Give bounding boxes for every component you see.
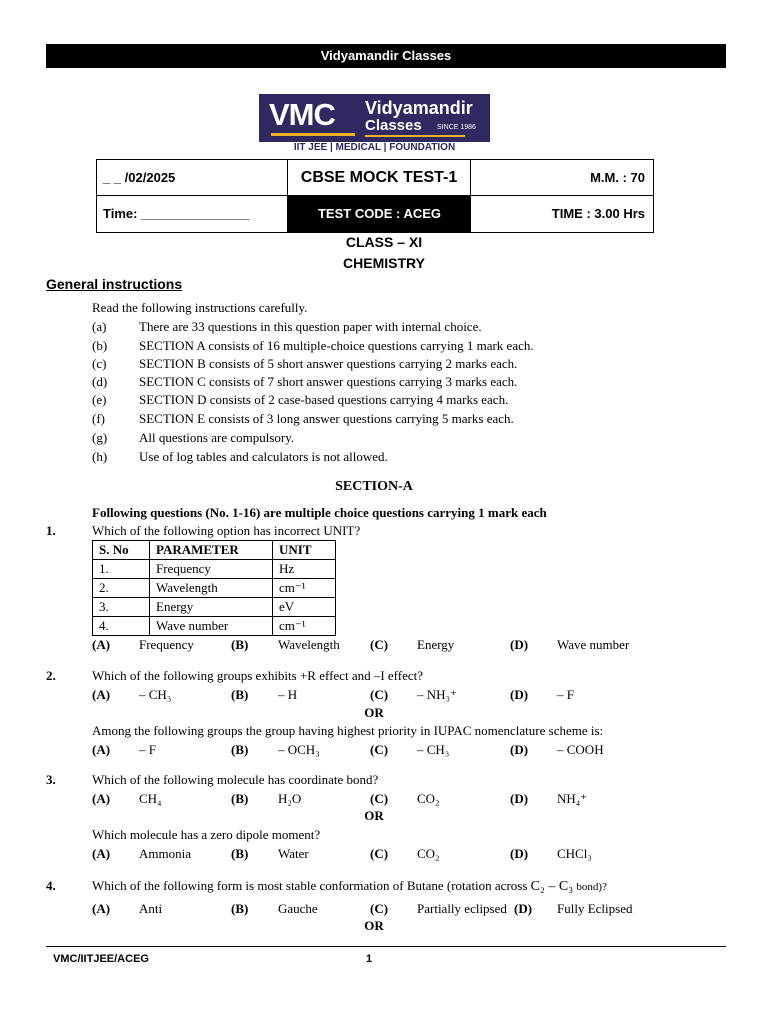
section-title: SECTION-A: [335, 479, 413, 494]
question-number: 2.: [46, 668, 56, 683]
option-text: Wavelength: [278, 637, 340, 652]
test-name: CBSE MOCK TEST-1: [288, 160, 471, 196]
option-text: Frequency: [139, 637, 194, 652]
formula: C₂ – C₃: [530, 879, 574, 894]
option-label: (B): [231, 791, 249, 806]
option-text: Fully Eclipsed: [557, 901, 633, 916]
option-text: Energy: [417, 637, 455, 652]
option-label: (A): [92, 901, 111, 916]
vmc-logo: [259, 94, 490, 142]
option-text: – CH₃: [417, 742, 450, 757]
footer-code: VMC/IITJEE/ACEG: [53, 953, 149, 965]
option-text: – NH₃⁺: [417, 687, 457, 702]
option-label: (C): [370, 742, 389, 757]
option-label: (B): [231, 742, 249, 757]
table-row: 2. Wavelength cm⁻¹: [93, 579, 336, 598]
table-row: 4. Wave number cm⁻¹: [93, 617, 336, 636]
option-label: (B): [231, 846, 249, 861]
max-marks: M.M. : 70: [471, 160, 653, 196]
option-label: (A): [92, 742, 111, 757]
option-label: (C): [370, 901, 389, 916]
question-number: 4.: [46, 878, 56, 893]
footer-divider: [46, 946, 726, 947]
option-text: – F: [557, 687, 574, 702]
general-instructions-heading: General instructions: [46, 276, 183, 292]
option-label: (C): [370, 637, 389, 652]
option-label: (B): [231, 901, 249, 916]
question-text: Which of the following form is most stable conformation of Butane (rotation across C₂ – C₃ bond)?: [92, 878, 607, 894]
question-number: 1.: [46, 523, 56, 538]
table-row: 3. Energy eV: [93, 598, 336, 617]
option-text: Wave number: [557, 637, 630, 652]
section-note: Following questions (No. 1-16) are multiple choice questions carrying 1 mark each: [92, 505, 547, 520]
page-number: 1: [366, 953, 373, 965]
option-label: (C): [370, 846, 389, 861]
or-separator: OR: [364, 705, 384, 720]
question-text: Which of the following groups exhibits +R effect and –I effect?: [92, 668, 424, 683]
table-row: 1. Frequency Hz: [93, 560, 336, 579]
option-text: NH₄⁺: [557, 791, 588, 806]
option-label: (D): [510, 687, 529, 702]
time-field: Time: _______________: [97, 196, 288, 232]
or-separator: OR: [364, 918, 384, 933]
option-text: CHCl₃: [557, 846, 592, 861]
option-label: (D): [514, 901, 533, 916]
option-text: – OCH₃: [278, 742, 320, 757]
option-label: (B): [231, 687, 249, 702]
option-label: (A): [92, 846, 111, 861]
option-label: (D): [510, 846, 529, 861]
time-total: TIME : 3.00 Hrs: [551, 206, 645, 221]
option-label: (A): [92, 637, 111, 652]
option-label: (D): [510, 742, 529, 757]
question-text: Which of the following option has incorrect UNIT?: [92, 523, 361, 538]
option-label: (D): [510, 791, 529, 806]
question-number: 3.: [46, 772, 56, 787]
question-text-alt: Among the following groups the group having highest priority in IUPAC nomenclature scheme is:: [92, 723, 604, 738]
option-text: – COOH: [557, 742, 604, 757]
option-label: (B): [231, 637, 249, 652]
option-text: CH₄: [139, 791, 162, 806]
instructions-intro: Read the following instructions carefully.: [92, 300, 308, 315]
date-field: _ _ /02/2025: [97, 160, 288, 196]
option-text: CO₂: [417, 846, 440, 861]
table-header-row: S. No PARAMETER UNIT: [93, 541, 336, 560]
question-text-alt: Which molecule has a zero dipole moment?: [92, 827, 321, 842]
units-table: [92, 540, 336, 636]
option-text: Gauche: [278, 901, 318, 916]
or-separator: OR: [364, 808, 384, 823]
logo-title-1: Vidyamandir: [365, 98, 473, 118]
logo-tagline: IIT JEE | MEDICAL | FOUNDATION: [293, 142, 456, 153]
option-text: H₂O: [278, 791, 302, 806]
option-label: (C): [370, 687, 389, 702]
option-text: – H: [278, 687, 298, 702]
option-text: Water: [278, 846, 309, 861]
option-label: (D): [510, 637, 529, 652]
option-text: – F: [139, 742, 156, 757]
logo-mark: VMC: [269, 97, 335, 132]
option-text: – CH₃: [139, 687, 172, 702]
test-code: TEST CODE : ACEG: [288, 196, 471, 232]
option-label: (C): [370, 791, 389, 806]
class-line: CLASS – XI: [345, 234, 423, 250]
option-label: (A): [92, 687, 111, 702]
logo-title-2: Classes: [365, 117, 422, 134]
option-text: Partially eclipsed: [417, 901, 507, 916]
top-banner: Vidyamandir Classes: [46, 44, 726, 68]
subject-line: CHEMISTRY: [343, 255, 425, 271]
question-text: Which of the following molecule has coordinate bond?: [92, 772, 379, 787]
logo-since: SINCE 1986: [437, 124, 476, 131]
option-text: Anti: [139, 901, 163, 916]
option-label: (A): [92, 791, 111, 806]
option-text: Ammonia: [139, 846, 191, 861]
option-text: CO₂: [417, 791, 440, 806]
test-header-box: [96, 159, 654, 233]
